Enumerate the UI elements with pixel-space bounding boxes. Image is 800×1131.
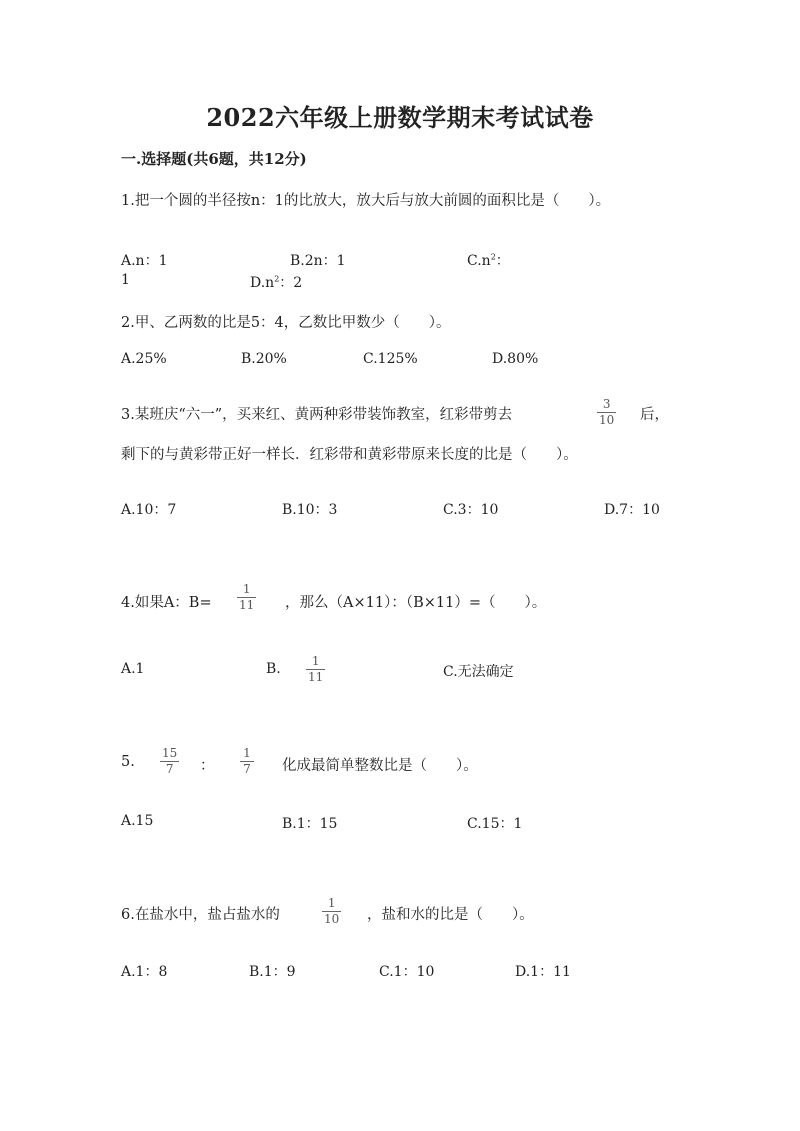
q4-option-b: B. xyxy=(266,661,281,677)
q1-option-c-continued: 1 xyxy=(121,272,130,288)
question-6-text-part1: 6.在盐水中，盐占盐水的 xyxy=(121,907,280,923)
q3-option-c: C.3：10 xyxy=(443,502,499,518)
question-5-text: 化成最简单整数比是（ ）。 xyxy=(282,758,478,774)
q4-option-a: A.1 xyxy=(121,661,145,677)
q6-option-a: A.1：8 xyxy=(121,964,168,980)
q3-option-b: B.10：3 xyxy=(282,502,338,518)
q5-option-c: C.15：1 xyxy=(467,816,523,832)
q1-option-b: B.2n：1 xyxy=(290,253,346,269)
q1-option-c: $C.n^2$： xyxy=(467,252,510,269)
q1-option-d: $D.n^2$：2 xyxy=(250,274,303,291)
page-title: 2022六年级上册数学期末考试试卷 xyxy=(206,103,594,132)
q4-option-c: C.无法确定 xyxy=(443,664,514,680)
q1-option-a: A.n：1 xyxy=(121,253,168,269)
q5-fraction-1: 15 7 xyxy=(162,746,178,776)
q6-option-b: B.1：9 xyxy=(249,964,296,980)
question-4-text-part1: 4.如果A：B= xyxy=(121,595,212,611)
question-5-number: 5. xyxy=(121,754,135,770)
q2-option-a: A.25% xyxy=(121,351,167,367)
q3-fraction: 3 10 xyxy=(599,397,615,427)
section-heading: 一.选择题(共6题，共12分) xyxy=(121,150,307,168)
q6-option-d: D.1：11 xyxy=(515,964,571,980)
question-3-text-part3: 剩下的与黄彩带正好一样长．红彩带和黄彩带原来长度的比是（ ）。 xyxy=(121,447,578,463)
question-3-text-part1: 3.某班庆“六一”，买来红、黄两种彩带装饰教室，红彩带剪去 xyxy=(121,407,513,423)
question-3-text-part2: 后， xyxy=(640,407,669,423)
question-1-text: 1.把一个圆的半径按n：1的比放大，放大后与放大前圆的面积比是（ ）。 xyxy=(121,193,611,209)
q5-option-a: A.15 xyxy=(121,813,154,829)
q2-option-c: C.125% xyxy=(363,351,418,367)
q3-option-a: A.10：7 xyxy=(121,502,177,518)
q6-option-c: C.1：10 xyxy=(379,964,435,980)
question-4-text-part2: ，那么（A×11）：（B×11）=（ ）。 xyxy=(285,595,547,611)
q4-fraction: 1 11 xyxy=(239,582,255,612)
question-6-text-part2: ，盐和水的比是（ ）。 xyxy=(367,907,534,923)
q5-colon: ： xyxy=(200,758,215,774)
q3-option-d: D.7：10 xyxy=(604,502,660,518)
q5-option-b: B.1：15 xyxy=(282,816,338,832)
q4-option-b-fraction: 1 11 xyxy=(308,654,324,684)
q2-option-d: D.80% xyxy=(492,351,539,367)
q2-option-b: B.20% xyxy=(241,351,287,367)
q6-fraction: 1 10 xyxy=(324,896,340,926)
q5-fraction-2: 1 7 xyxy=(240,747,254,776)
question-2-text: 2.甲、乙两数的比是5：4，乙数比甲数少（ ）。 xyxy=(121,315,451,331)
